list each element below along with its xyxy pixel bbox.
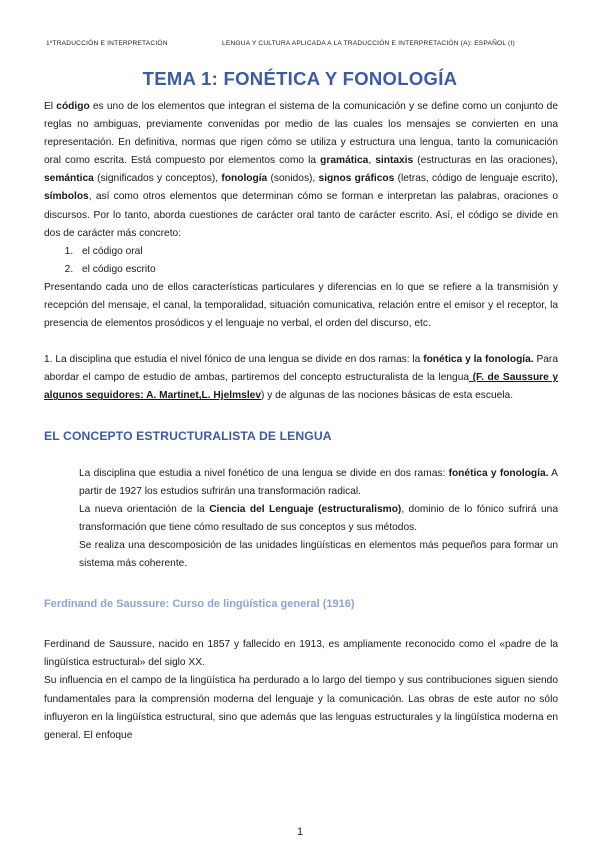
section-heading: EL CONCEPTO ESTRUCTURALISTA DE LENGUA xyxy=(44,428,332,443)
section-paragraph: La nueva orientación de la Ciencia del Lenguaje (estructuralismo), dominio de lo fónico sufrirá una transformación que tiene cómo resultado de sus conceptos y sus métodos. xyxy=(79,503,558,533)
header-subject: LENGUA Y CULTURA APLICADA A LA TRADUCCIÓN E INTERPRETACIÓN (A): ESPAÑOL (I) xyxy=(222,40,515,47)
subsection-heading: Ferdinand de Saussure: Curso de lingüística general (1916) xyxy=(44,598,355,611)
authors-reference: (F. de Saussure y algunos seguidores: A. Martinet,L. Hjelmslev xyxy=(44,372,559,402)
disciplines-paragraph: 1. La disciplina que estudia el nivel fónico de una lengua se divide en dos ramas: la fonética y la fonología. Para abordar el campo de estudio de ambas, partiremos del concepto estructuralista de la lengua (F. de Saussure y algunos seguidores: A. Martinet,L. Hjelmslev) y de algunas de las nociones básicas de esta escuela. xyxy=(44,354,559,402)
page-title: TEMA 1: FONÉTICA Y FONOLOGÍA xyxy=(142,68,458,89)
section-paragraph: Se realiza una descomposición de las unidades lingüísticas en elementos más pequeños para formar un sistema más coherente. xyxy=(79,539,558,570)
section-body xyxy=(44,465,558,574)
intro-paragraph: El código es uno de los elementos que integran el sistema de la comunicación y se define como un conjunto de reglas no ambiguas, previamente convenidas por medio de las cuales los mensajes se convierten en una representación. En definitiva, normas que rigen cómo se utiliza y estructura una lengua, tanto la comunicación oral como escrita. Está compuesto por elementos como la gramática, sintaxis (estructuras en las oraciones), semántica (significados y conceptos), fonología (sonidos), signos gráficos (letras, código de lenguaje escrito), símbolos, así como otros elementos que determinan cómo se forman e interpretan las palabras, oraciones o discursos. Por lo tanto, aborda cuestiones de carácter oral tanto de carácter escrito. Así, el código se divide en dos de carácter más concreto: xyxy=(44,101,559,239)
differences-paragraph: Presentando cada uno de ellos características particulares y diferencias en lo que se refiere a la transmisión y recepción del mensaje, el canal, la temporalidad, situación comunicativa, relación entre el emisor y el receptor, la presencia de elementos prosódicos y el lenguaje no verbal, el orden del discurso, etc. xyxy=(44,281,558,330)
list-item: 2. el código escrito xyxy=(76,261,558,279)
page-number: 1 xyxy=(296,826,304,838)
header-course: 1ºTRADUCCIÓN E INTERPRETACIÓN xyxy=(46,40,168,47)
section-paragraph: La disciplina que estudia a nivel fonético de una lengua se divide en dos ramas: fonética y fonología. A partir de 1927 los estudios sufrirán una transformación radical. xyxy=(79,467,558,497)
document-body xyxy=(44,98,558,745)
influence-paragraph: Su influencia en el campo de la lingüística ha perdurado a lo largo del tiempo y sus contribuciones siguen siendo fundamentales para la comprensión moderna del lenguaje y la comunicación. Las obras de este autor no sólo influyeron en la lingüística estructural, sino que además que las lenguas estructurales y la lingüística moderna en general. El enfoque xyxy=(44,675,558,741)
code-types-list xyxy=(44,243,558,279)
list-item: 1. el código oral xyxy=(76,243,558,261)
page-header xyxy=(46,40,556,52)
bio-paragraph: Ferdinand de Saussure, nacido en 1857 y fallecido en 1913, es ampliamente reconocido como el «padre de la lingüística estructural» del siglo XX. xyxy=(44,639,558,669)
